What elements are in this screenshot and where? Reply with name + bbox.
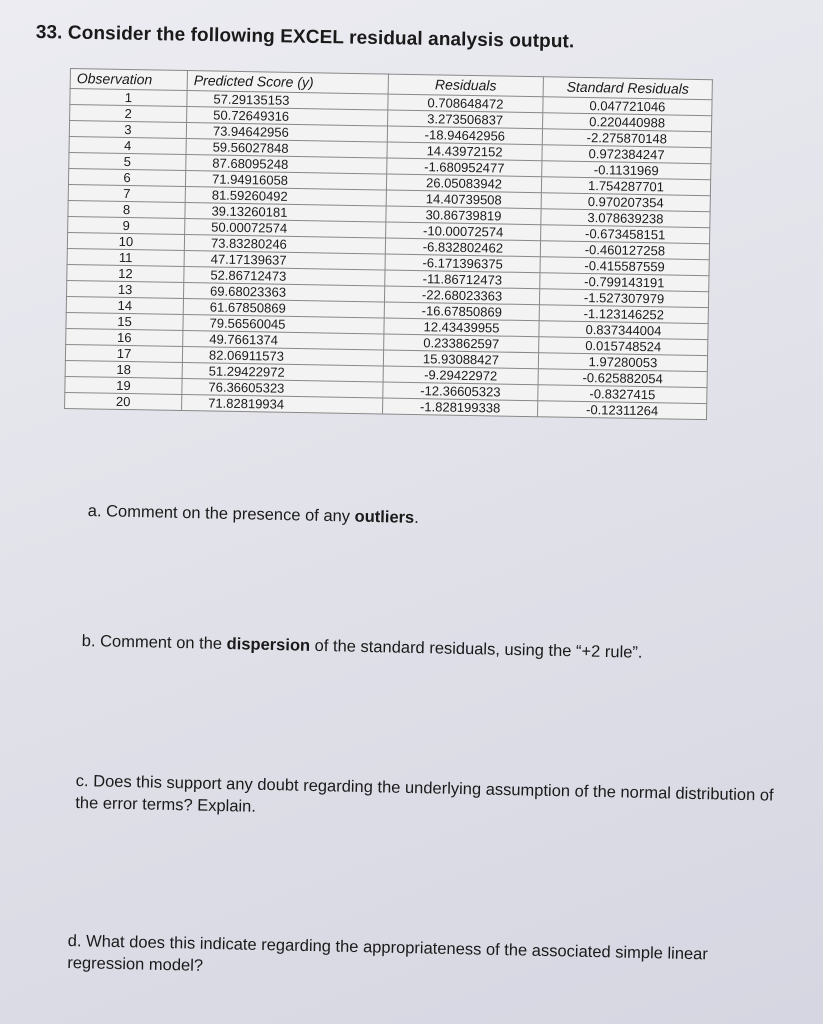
question-b (82, 630, 643, 664)
cell-standard-residual: -0.12311264 (537, 401, 706, 420)
cell-residual: -18.94642956 (387, 126, 542, 145)
cell-residual: -22.68023363 (384, 286, 539, 305)
cell-standard-residual: -1.123146252 (539, 305, 708, 324)
cell-predicted: 47.17139637 (184, 251, 385, 271)
cell-predicted: 79.56560045 (183, 315, 384, 335)
cell-observation: 15 (66, 312, 183, 330)
question-b-bold: dispersion (226, 635, 311, 655)
cell-observation: 2 (70, 105, 187, 123)
cell-residual: -16.67850869 (384, 302, 539, 321)
question-title: 33. Consider the following EXCEL residual analysis output. (35, 22, 575, 53)
cell-predicted: 57.29135153 (187, 91, 388, 111)
cell-residual: 30.86739819 (386, 206, 541, 225)
cell-standard-residual: 0.837344004 (539, 321, 708, 340)
cell-standard-residual: 0.047721046 (543, 97, 712, 116)
cell-observation: 10 (67, 232, 184, 250)
header-observation: Observation (70, 69, 187, 91)
cell-standard-residual: -0.673458151 (541, 225, 710, 244)
cell-predicted: 49.7661374 (183, 331, 384, 351)
cell-predicted: 87.68095248 (186, 155, 387, 175)
cell-standard-residual: -0.1131969 (542, 161, 711, 180)
cell-standard-residual: 0.220440988 (543, 113, 712, 132)
cell-observation: 18 (65, 360, 182, 378)
cell-observation: 12 (67, 264, 184, 282)
cell-standard-residual: -1.527307979 (539, 289, 708, 308)
header-predicted: Predicted Score (y) (187, 71, 388, 95)
cell-residual: -6.832802462 (385, 238, 540, 257)
cell-standard-residual: -0.460127258 (540, 241, 709, 260)
cell-residual: 15.93088427 (383, 350, 538, 369)
question-a-suffix: . (414, 508, 419, 527)
cell-residual: -10.00072574 (386, 222, 541, 241)
cell-observation: 4 (69, 136, 186, 154)
cell-standard-residual: -0.8327415 (538, 385, 707, 404)
cell-standard-residual: -0.415587559 (540, 257, 709, 276)
cell-standard-residual: 1.97280053 (538, 353, 707, 372)
cell-predicted: 71.82819934 (182, 395, 383, 415)
cell-observation: 16 (66, 328, 183, 346)
header-standard-residuals: Standard Residuals (543, 77, 712, 100)
cell-predicted: 73.94642956 (186, 123, 387, 143)
cell-residual: 0.233862597 (384, 334, 539, 353)
cell-observation: 6 (68, 168, 185, 186)
cell-residual: -1.828199338 (383, 398, 538, 417)
cell-predicted: 50.00072574 (185, 219, 386, 239)
cell-observation: 5 (69, 152, 186, 170)
cell-predicted: 69.68023363 (183, 283, 384, 303)
cell-predicted: 39.13260181 (185, 203, 386, 223)
cell-residual: -1.680952477 (387, 158, 542, 177)
cell-residual: 3.273506837 (388, 110, 543, 129)
cell-predicted: 51.29422972 (182, 363, 383, 383)
cell-residual: -11.86712473 (385, 270, 540, 289)
cell-observation: 11 (67, 248, 184, 266)
cell-predicted: 71.94916058 (185, 171, 386, 191)
cell-predicted: 59.56027848 (186, 139, 387, 159)
cell-standard-residual: -0.799143191 (540, 273, 709, 292)
cell-residual: -9.29422972 (383, 366, 538, 385)
table-body (65, 89, 712, 420)
question-a (88, 500, 419, 529)
question-c: c. Does this support any doubt regarding the underlying assumption of the normal distribution of the error terms? Explain. (75, 771, 774, 816)
cell-residual: 14.40739508 (386, 190, 541, 209)
cell-observation: 1 (70, 89, 187, 107)
cell-standard-residual: 0.972384247 (542, 145, 711, 164)
question-b-suffix: of the standard residuals, using the “+2 rule”. (309, 636, 643, 662)
question-a-bold: outliers (354, 507, 415, 527)
cell-observation: 19 (65, 376, 182, 394)
cell-observation: 8 (68, 200, 185, 218)
cell-standard-residual: 0.015748524 (539, 337, 708, 356)
question-d: d. What does this indicate regarding the appropriateness of the associated simple linear regression model? (67, 931, 709, 975)
cell-observation: 13 (67, 280, 184, 298)
cell-observation: 9 (68, 216, 185, 234)
residual-table-container (64, 68, 713, 420)
cell-residual: -12.36605323 (383, 382, 538, 401)
cell-residual: 12.43439955 (384, 318, 539, 337)
cell-residual: 14.43972152 (387, 142, 542, 161)
cell-predicted: 52.86712473 (184, 267, 385, 287)
cell-residual: 26.05083942 (386, 174, 541, 193)
question-b-prefix: b. Comment on the (81, 631, 227, 654)
cell-standard-residual: -0.625882054 (538, 369, 707, 388)
cell-residual: 0.708648472 (388, 94, 543, 113)
cell-predicted: 73.83280246 (184, 235, 385, 255)
cell-observation: 14 (66, 296, 183, 314)
residual-table (64, 68, 713, 420)
cell-standard-residual: 0.970207354 (541, 193, 710, 212)
cell-standard-residual: 3.078639238 (541, 209, 710, 228)
cell-predicted: 82.06911573 (182, 347, 383, 367)
header-residuals: Residuals (388, 74, 543, 97)
cell-predicted: 81.59260492 (185, 187, 386, 207)
cell-predicted: 50.72649316 (187, 107, 388, 127)
cell-residual: -6.171396375 (385, 254, 540, 273)
cell-observation: 3 (69, 121, 186, 139)
cell-observation: 20 (65, 392, 182, 410)
cell-predicted: 61.67850869 (183, 299, 384, 319)
cell-predicted: 76.36605323 (182, 379, 383, 399)
cell-observation: 17 (65, 344, 182, 362)
cell-standard-residual: 1.754287701 (541, 177, 710, 196)
cell-observation: 7 (68, 184, 185, 202)
cell-standard-residual: -2.275870148 (542, 129, 711, 148)
question-a-prefix: a. Comment on the presence of any (87, 501, 355, 526)
